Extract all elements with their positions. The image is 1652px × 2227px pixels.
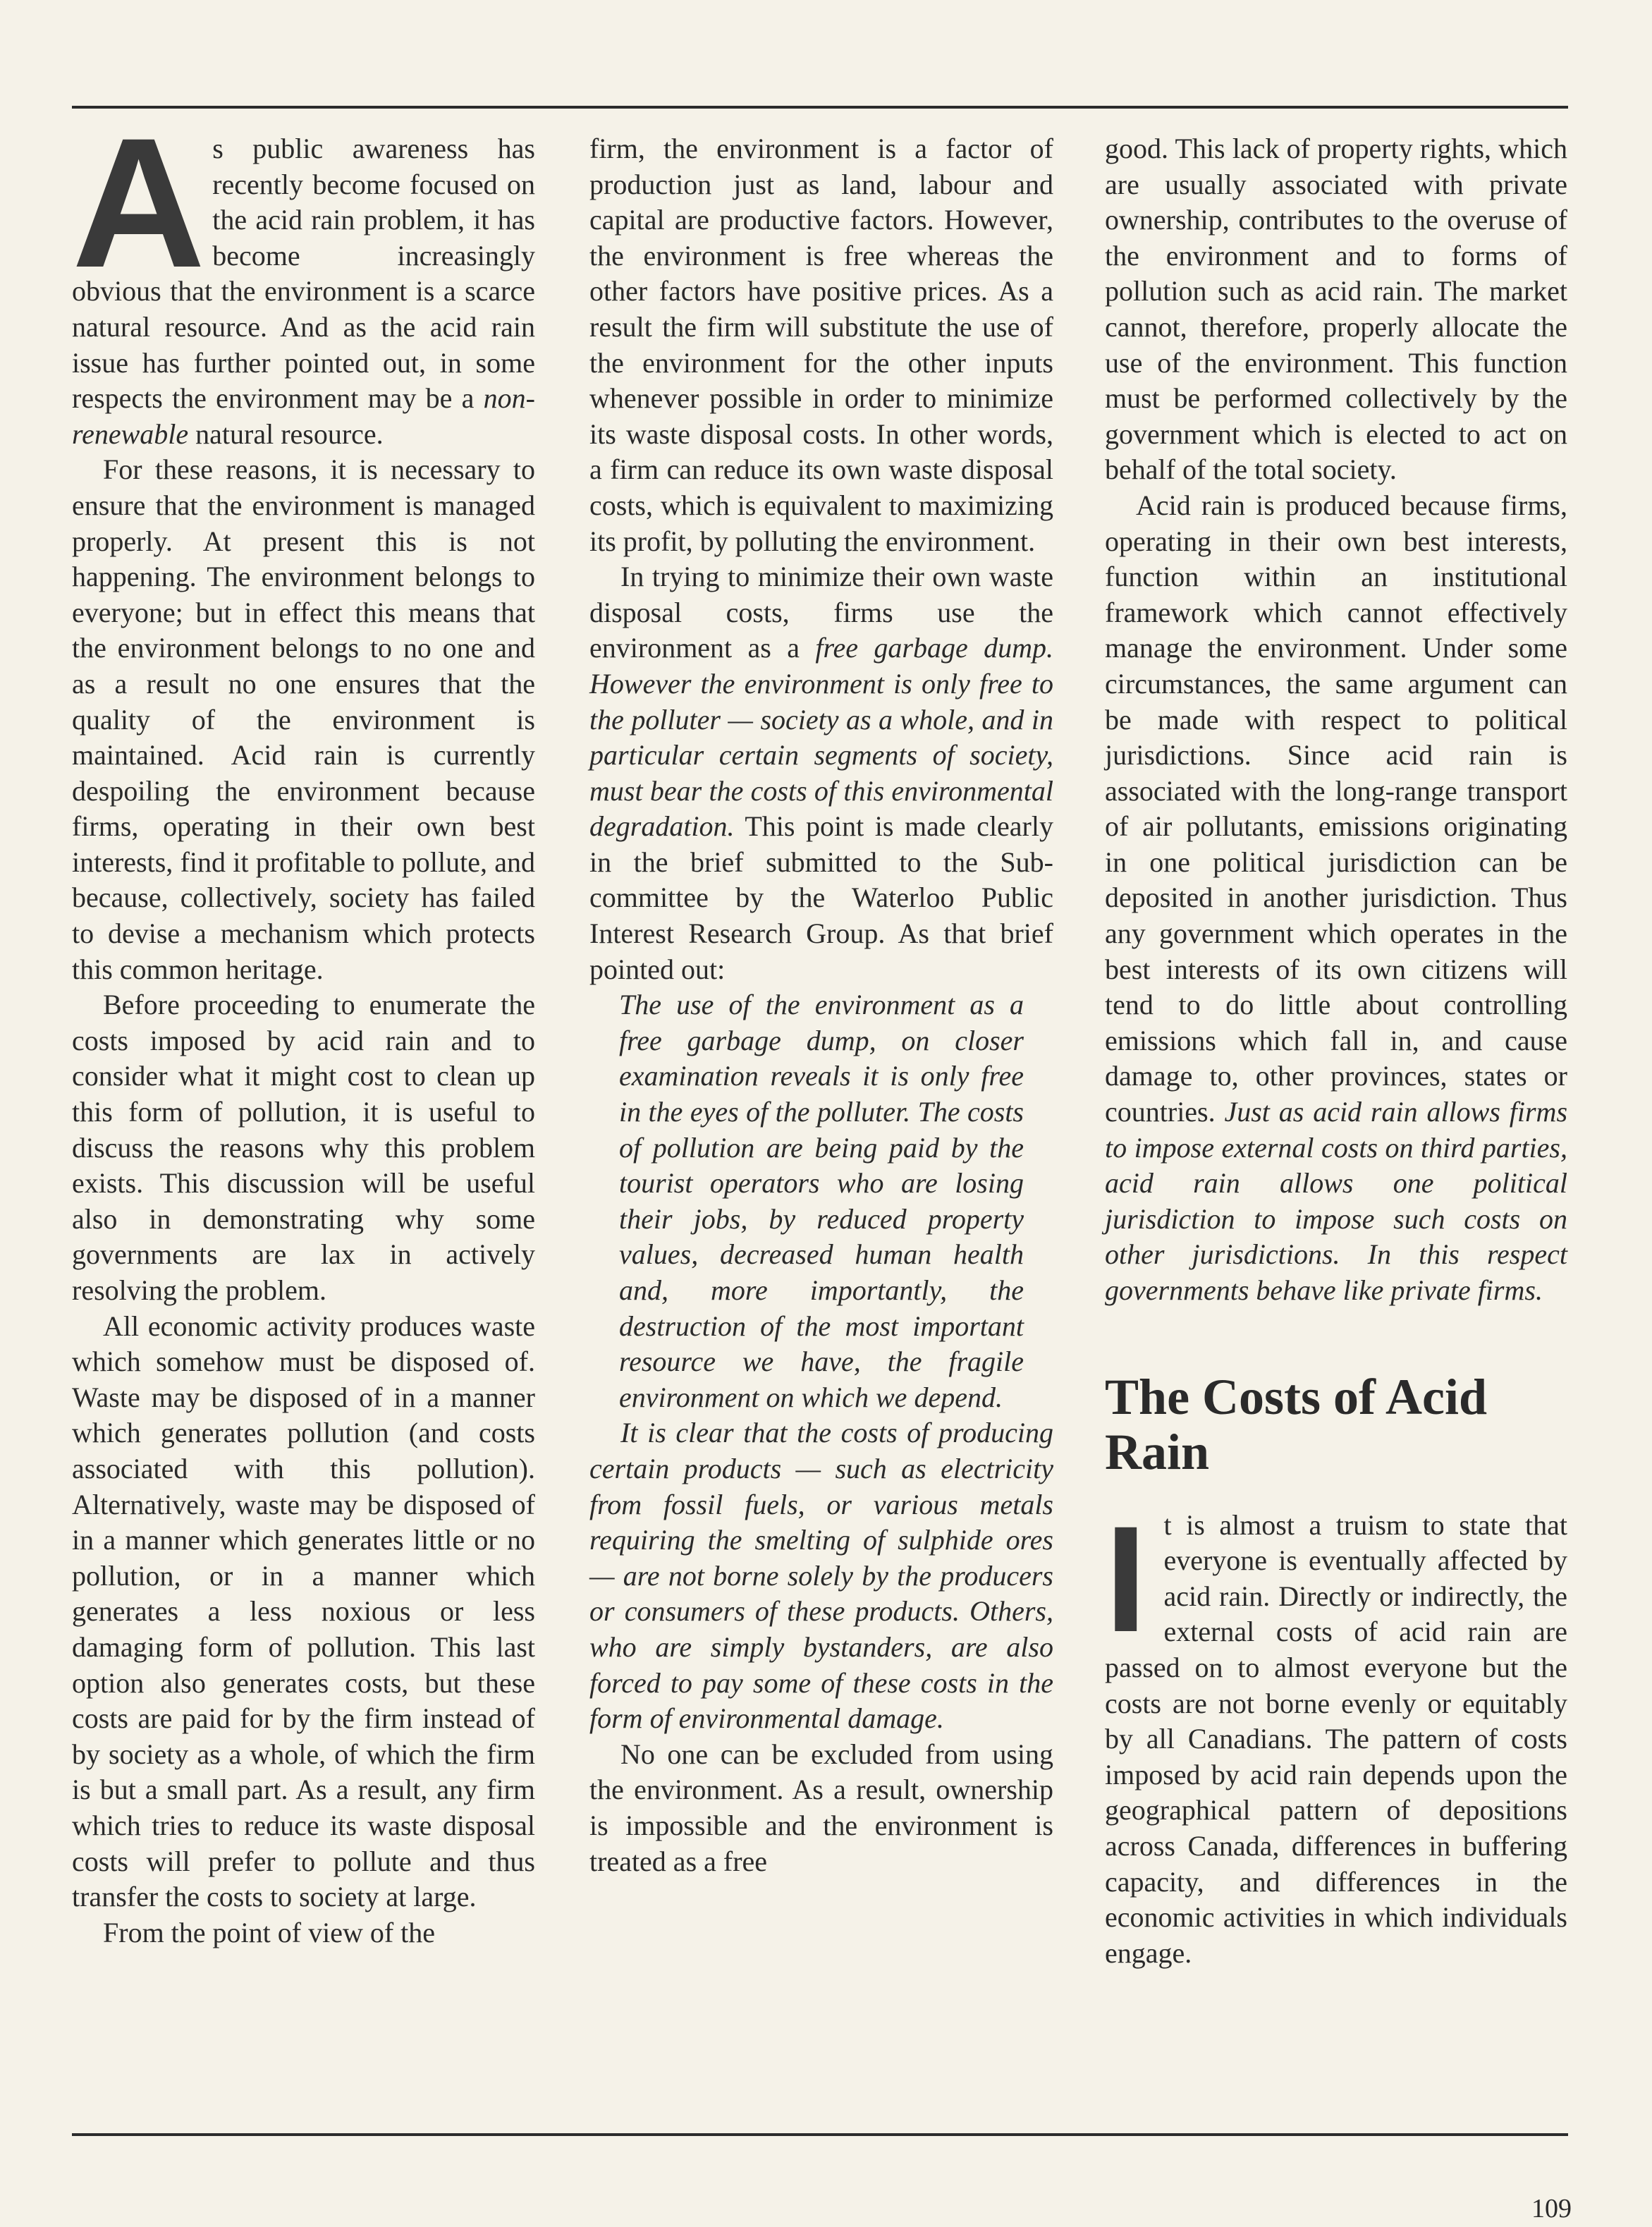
column-1 <box>72 99 535 1951</box>
drop-cap-a: A <box>72 99 206 306</box>
column-3 <box>1105 131 1567 1971</box>
text-run: s public awareness has recently become focused on the acid rain problem, it has become increasingly obvious that the environment is a scarce natural resource. And as the acid rain issue has further pointed out, in some respects the environment may be a <box>72 133 535 415</box>
paragraph-continued: firm, the environment is a factor of production just as land, labour and capital are productive factors. However, the environment is free whereas the other factors have positive prices. As a result the firm will substitute the use of the environment for the other inputs whenever possible in order to minimize its waste disposal costs. In other words, a firm can reduce its own waste disposal costs, which is equivalent to maximizing its profit, by polluting the environment. <box>589 133 1053 557</box>
paragraph: From the point of view of the <box>103 1916 436 1948</box>
bottom-rule <box>72 2133 1568 2136</box>
block-quote: The use of the environment as a free garbage dump, on closer examination reveals it is only free in the eyes of the polluter. The costs of pollution are being paid by the tourist operators who are losing their jobs, by reduced property values, decreased human health and, more importantly, the destruction of the most important resource we have, the fragile environment on which we depend. <box>619 989 1024 1413</box>
italic-text-run: Just as acid rain allows firms to impose external costs on third parties, acid rain allows one political jurisdiction to impose such costs on other jurisdictions. In this respect governments behave like private firms. <box>1105 1096 1568 1306</box>
text-run: t is almost a truism to state that everyone is eventually affected by acid rain. Directly or indirectly, the external costs of acid rain are passed on to almost everyone but the costs are not borne evenly or equitably by all Canadians. The pattern of costs imposed by acid rain depends upon the geographical pattern of depositions across Canada, differences in buffering capacity, and differences in the economic activities in which individuals engage. <box>1105 1508 1567 1969</box>
section-heading: The Costs of Acid Rain <box>1105 1368 1488 1480</box>
paragraph: All economic activity produces waste which somehow must be disposed of. Waste may be disposed of in a manner which generates pollution (and costs associated with this pollution). Alternatively, waste may be disposed of in a manner which generates little or no pollution, or in a manner which generates a less noxious or less damaging form of pollution. This last option also generates costs, but these costs are paid for by the firm instead of by society as a whole, of which the firm is but a small part. As a result, any firm which tries to reduce its waste disposal costs will prefer to pollute and thus transfer the costs to society at large. <box>72 1310 535 1913</box>
paragraph-continued: good. This lack of property rights, which are usually associated with private ownership, contributes to the overuse of the environment and to forms of pollution such as acid rain. The market cannot, therefore, properly allocate the use of the environment. This function must be performed collectively by the government which is elected to act on behalf of the total society. <box>1105 133 1567 486</box>
paragraph: For these reasons, it is necessary to ensure that the environment is managed properly. At present this is not happening. The environment belongs to everyone; but in effect this means that the environment belongs to no one and as a result no one ensures that the quality of the environment is maintained. Acid rain is currently despoiling the environment because firms, operating in their own best interests, find it profitable to pollute, and because, collectively, society has failed to devise a mechanism which protects this common heritage. <box>72 453 535 985</box>
paragraph: No one can be excluded from using the environment. As a result, ownership is impossible and the environment is treated as a free <box>589 1738 1053 1877</box>
text-run: This point is made clearly in the brief submitted to the Sub-committee by the Waterloo Public Interest Research Group. As that brief pointed out: <box>589 810 1053 985</box>
paragraph <box>1105 488 1567 1309</box>
drop-cap-i: I <box>1105 1494 1147 1664</box>
column-2 <box>589 131 1053 1879</box>
italic-paragraph: It is clear that the costs of producing certain products — such as electricity from fossil fuels, or various metals requiring the smelting of sulphide ores — are not borne solely by the producers or consumers of these products. Others, who are simply bystanders, are also forced to pay some of these costs in the form of environmental damage. <box>589 1417 1053 1735</box>
text-run: natural resource. <box>188 417 384 450</box>
text-run: In trying to minimize their own waste disposal costs, firms use the environment as a <box>589 561 1053 664</box>
page-number: 109 <box>1531 2194 1572 2223</box>
paragraph-section-intro <box>1105 1494 1567 1972</box>
text-run: Acid rain is produced because firms, operating in their own best interests, function within an institutional framework which cannot effectively manage the environment. Under some circumstances, the same argument can be made with respect to political jurisdictions. Since acid rain is associated with the long-range transport of air pollutants, emissions originating in one political jurisdiction can be deposited in another jurisdiction. Thus any government which operates in the best interests of its own citizens will tend to do little about controlling emissions which fall in, and cause damage to, other provinces, states or countries. <box>1105 489 1567 1128</box>
paragraph: Before proceeding to enumerate the costs imposed by acid rain and to consider what it might cost to clean up this form of pollution, it is useful to discuss the reasons why this problem exists. This discussion will be useful also in demonstrating why some governments are lax in actively resolving the problem. <box>72 989 535 1306</box>
italic-text-run: non-renewable <box>72 382 535 450</box>
paragraph-intro <box>72 99 535 452</box>
italic-text-run: free garbage dump. However the environment is only free to the polluter — society as a whole, and in particular certain segments of society, must bear the costs of this environmental degradation. <box>589 632 1053 843</box>
top-rule <box>72 106 1568 109</box>
paragraph <box>589 559 1053 987</box>
